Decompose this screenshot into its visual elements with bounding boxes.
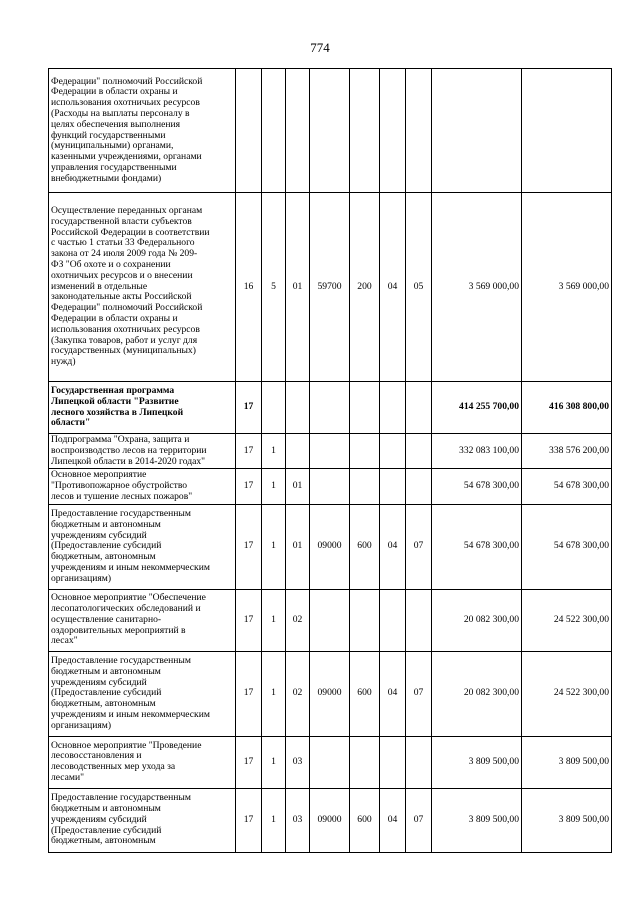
code-section: 04 (380, 504, 406, 589)
row-description: Подпрограмма "Охрана, защита и воспроизводство лесов на территории Липецкой области в 2014-2020 годах" (49, 434, 236, 469)
code-subprogram (262, 69, 286, 193)
code-gp: 17 (236, 504, 262, 589)
code-main-event (286, 434, 310, 469)
code-subsection (406, 469, 432, 504)
code-expense-type (350, 434, 380, 469)
code-subprogram: 1 (262, 469, 286, 504)
code-gp: 16 (236, 193, 262, 382)
code-expense-type: 600 (350, 651, 380, 736)
code-section (380, 69, 406, 193)
code-subsection (406, 382, 432, 434)
code-main-event: 02 (286, 589, 310, 651)
amount-year-2: 54 678 300,00 (522, 469, 612, 504)
table-row (49, 469, 612, 504)
code-main-event (286, 382, 310, 434)
code-direction: 59700 (310, 193, 350, 382)
table-row (49, 382, 612, 434)
code-subprogram: 5 (262, 193, 286, 382)
code-main-event (286, 69, 310, 193)
code-expense-type: 600 (350, 504, 380, 589)
code-expense-type (350, 589, 380, 651)
code-subsection (406, 434, 432, 469)
code-subprogram: 1 (262, 504, 286, 589)
row-description: Основное мероприятие "Проведение лесовосстановления и лесоводственных мер ухода за лесами" (49, 736, 236, 788)
code-subprogram (262, 382, 286, 434)
code-main-event: 01 (286, 469, 310, 504)
code-direction: 09000 (310, 651, 350, 736)
row-description: Основное мероприятие "Обеспечение лесопатологических обследований и осуществление санитарно- оздоровительных мероприятий в лесах" (49, 589, 236, 651)
table-row (49, 788, 612, 852)
code-subprogram: 1 (262, 434, 286, 469)
code-direction: 09000 (310, 788, 350, 852)
table-row (49, 589, 612, 651)
code-main-event: 03 (286, 736, 310, 788)
code-subprogram: 1 (262, 589, 286, 651)
code-subsection: 07 (406, 651, 432, 736)
amount-year-1: 3 809 500,00 (432, 736, 522, 788)
row-description: Федерации" полномочий Российской Федерации в области охраны и использования охотничьих ресурсов (Расходы на выплаты персоналу в целях обеспечения выполнения функций государственными (муниципальными) органами, казенными учреждениями, органами управления государственными внебюджетными фондами) (49, 69, 236, 193)
table-row (49, 504, 612, 589)
code-direction (310, 382, 350, 434)
table-row (49, 434, 612, 469)
amount-year-1: 3 569 000,00 (432, 193, 522, 382)
code-direction (310, 69, 350, 193)
code-gp: 17 (236, 651, 262, 736)
code-subsection (406, 69, 432, 193)
code-section (380, 736, 406, 788)
code-section (380, 469, 406, 504)
code-direction (310, 589, 350, 651)
code-main-event: 03 (286, 788, 310, 852)
amount-year-2: 3 569 000,00 (522, 193, 612, 382)
amount-year-2: 24 522 300,00 (522, 589, 612, 651)
table-row (49, 69, 612, 193)
code-expense-type: 200 (350, 193, 380, 382)
code-gp: 17 (236, 736, 262, 788)
amount-year-1: 54 678 300,00 (432, 504, 522, 589)
code-gp (236, 69, 262, 193)
amount-year-2: 3 809 500,00 (522, 736, 612, 788)
amount-year-1: 20 082 300,00 (432, 651, 522, 736)
code-subsection: 07 (406, 788, 432, 852)
amount-year-1: 332 083 100,00 (432, 434, 522, 469)
code-subsection: 05 (406, 193, 432, 382)
code-direction (310, 469, 350, 504)
row-description: Основное мероприятие "Противопожарное обустройство лесов и тушение лесных пожаров" (49, 469, 236, 504)
code-subprogram: 1 (262, 651, 286, 736)
code-section: 04 (380, 788, 406, 852)
code-expense-type (350, 382, 380, 434)
code-main-event: 01 (286, 193, 310, 382)
amount-year-1: 20 082 300,00 (432, 589, 522, 651)
code-subprogram: 1 (262, 788, 286, 852)
page-number: 774 (310, 40, 330, 55)
table-body (49, 69, 612, 853)
code-direction (310, 736, 350, 788)
row-description: Предоставление государственным бюджетным и автономным учреждениям субсидий (Предоставление субсидий бюджетным, автономным учреждениям и иным некоммерческим организациям) (49, 651, 236, 736)
row-description: Предоставление государственным бюджетным и автономным учреждениям субсидий (Предоставление субсидий бюджетным, автономным учреждениям и иным некоммерческим организациям) (49, 504, 236, 589)
code-main-event: 01 (286, 504, 310, 589)
code-expense-type (350, 736, 380, 788)
table-row (49, 651, 612, 736)
amount-year-1: 54 678 300,00 (432, 469, 522, 504)
code-direction (310, 434, 350, 469)
amount-year-1: 414 255 700,00 (432, 382, 522, 434)
code-gp: 17 (236, 434, 262, 469)
table-row (49, 736, 612, 788)
code-section (380, 434, 406, 469)
amount-year-2: 54 678 300,00 (522, 504, 612, 589)
code-expense-type (350, 469, 380, 504)
code-expense-type: 600 (350, 788, 380, 852)
amount-year-2: 3 809 500,00 (522, 788, 612, 852)
amount-year-1: 3 809 500,00 (432, 788, 522, 852)
code-subsection (406, 736, 432, 788)
row-description: Осуществление переданных органам государственной власти субъектов Российской Федерации в соответствии с частью 1 статьи 33 Федерального закона от 24 июля 2009 года № 209- ФЗ "Об охоте и о сохранении охотничьих ресурсов и о внесении изменений в отдельные законодательные акты Российской Федерации" полномочий Российской Федерации в области охраны и использования охотничьих ресурсов (Закупка товаров, работ и услуг для государственных (муниципальных) нужд) (49, 193, 236, 382)
code-section: 04 (380, 193, 406, 382)
row-description: Предоставление государственным бюджетным и автономным учреждениям субсидий (Предоставление субсидий бюджетным, автономным (49, 788, 236, 852)
amount-year-2 (522, 69, 612, 193)
code-gp: 17 (236, 469, 262, 504)
amount-year-2: 24 522 300,00 (522, 651, 612, 736)
amount-year-2: 338 576 200,00 (522, 434, 612, 469)
code-section (380, 382, 406, 434)
code-gp: 17 (236, 589, 262, 651)
amount-year-2: 416 308 800,00 (522, 382, 612, 434)
code-subsection (406, 589, 432, 651)
code-direction: 09000 (310, 504, 350, 589)
code-section (380, 589, 406, 651)
code-expense-type (350, 69, 380, 193)
table-row (49, 193, 612, 382)
amount-year-1 (432, 69, 522, 193)
code-subprogram: 1 (262, 736, 286, 788)
code-main-event: 02 (286, 651, 310, 736)
code-subsection: 07 (406, 504, 432, 589)
budget-table (48, 68, 612, 853)
code-gp: 17 (236, 788, 262, 852)
code-section: 04 (380, 651, 406, 736)
code-gp: 17 (236, 382, 262, 434)
row-description: Государственная программа Липецкой области "Развитие лесного хозяйства в Липецкой области" (49, 382, 236, 434)
